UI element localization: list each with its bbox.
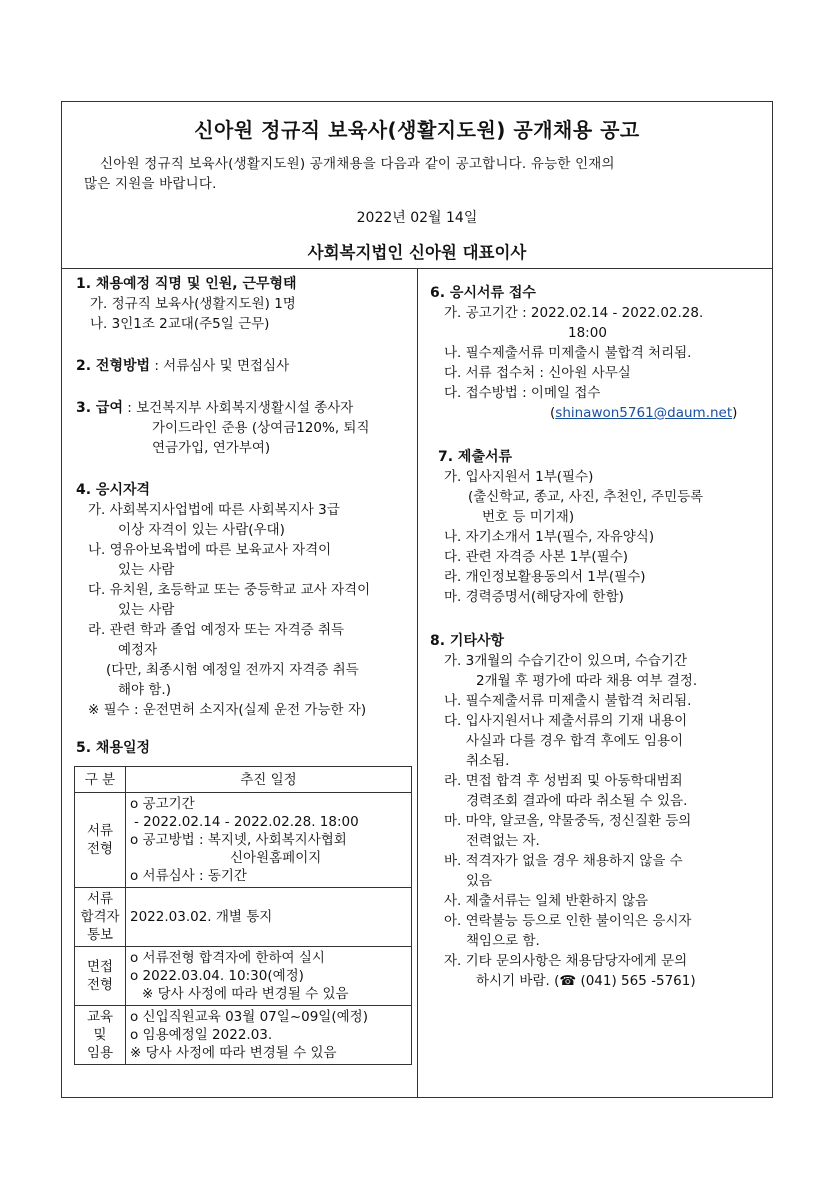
list-item: 예정자 <box>118 642 158 658</box>
list-item: 다. 유치원, 초등학교 또는 중등학교 교사 자격이 <box>88 582 371 598</box>
list-item: 다. 관련 자격증 사본 1부(필수) <box>444 549 629 565</box>
section-title: 7. 제출서류 <box>438 449 513 465</box>
list-item: 18:00 <box>568 325 607 341</box>
section-1 <box>76 274 410 334</box>
list-item: 라. 개인정보활용동의서 1부(필수) <box>444 569 646 585</box>
row-label <box>75 1006 126 1065</box>
section-title: 4. 응시자격 <box>76 482 151 498</box>
content-line: o 서류전형 합격자에 한하여 실시 <box>130 950 325 966</box>
section-title: 1. 채용예정 직명 및 인원, 근무형태 <box>76 276 297 292</box>
table-row <box>75 947 412 1006</box>
label-line: 통보 <box>86 927 114 943</box>
content-line: o 임용예정일 2022.03. <box>130 1027 273 1043</box>
content-line: 2022.03.02. 개별 통지 <box>130 909 273 925</box>
content-line: o 공고기간 <box>130 796 195 812</box>
list-item: 있는 사람 <box>118 562 175 578</box>
intro-line: 많은 지원을 바랍니다. <box>84 176 217 192</box>
label-line: 서류 <box>86 823 114 839</box>
label-line: 전형 <box>86 841 114 857</box>
table-row <box>75 793 412 888</box>
section-title: 6. 응시서류 접수 <box>430 285 536 301</box>
list-item: 전력없는 자. <box>466 833 540 849</box>
section-text: : 보건복지부 사회복지생활시설 종사자 <box>122 400 354 416</box>
list-item: 사. 제출서류는 일체 반환하지 않음 <box>444 893 649 909</box>
notice-header <box>62 102 772 269</box>
list-item: 번호 등 미기재) <box>482 509 575 525</box>
row-label <box>75 793 126 888</box>
email-link[interactable]: shinawon5761@daum.net <box>555 405 733 421</box>
section-title: 5. 채용일정 <box>76 740 151 756</box>
row-label <box>75 888 126 947</box>
notice-title: 신아원 정규직 보육사(생활지도원) 공개채용 공고 <box>194 118 640 142</box>
label-line: 면접 <box>86 959 114 975</box>
list-item: 나. 영유아보육법에 따른 보육교사 자격이 <box>88 542 332 558</box>
label-line: 및 <box>93 1027 107 1043</box>
list-item: 나. 필수제출서류 미제출시 불합격 처리됨. <box>444 693 692 709</box>
list-item: 가. 공고기간 : 2022.02.14 - 2022.02.28. <box>444 305 704 321</box>
section-6: 6. 응시서류 접수 가. 공고기간 : 2022.02.14 - 2022.02.28. 18:00 나. 필수제출서류 미제출시 불합격 처리됨. 다. 서류 접수처 : 신아원 사무실 다. 접수방법 : 이메일 접수 (shinawon5761@daum.net) <box>430 283 760 423</box>
list-item: 마. 마약, 알코올, 약물중독, 정신질환 등의 <box>444 813 692 829</box>
list-item: 라. 관련 학과 졸업 예정자 또는 자격증 취득 <box>88 622 345 638</box>
row-content <box>126 888 412 947</box>
list-item: 사실과 다를 경우 합격 후에도 임용이 <box>466 733 684 749</box>
list-item: 경력조회 결과에 따라 취소될 수 있음. <box>466 793 688 809</box>
intro-line: 신아원 정규직 보육사(생활지도원) 공개채용을 다음과 같이 공고합니다. 유능한 인재의 <box>100 156 615 172</box>
row-content <box>126 947 412 1006</box>
list-item: (다만, 최종시험 예정일 전까지 자격증 취득 <box>106 662 359 678</box>
right-column <box>430 283 760 1005</box>
list-item: 다. 접수방법 : 이메일 접수 <box>444 385 601 401</box>
label-line: 교육 <box>86 1009 114 1025</box>
row-label <box>75 947 126 1006</box>
section-title: 8. 기타사항 <box>430 633 505 649</box>
row-content <box>126 793 412 888</box>
content-line: o 공고방법 : 복지넷, 사회복지사협회 <box>130 832 347 848</box>
notice-date: 2022년 02월 14일 <box>356 210 478 226</box>
list-item: 마. 경력증명서(해당자에 한함) <box>444 589 624 605</box>
content-line: ※ 당사 사정에 따라 변경될 수 있음 <box>130 1045 337 1061</box>
content-line: o 2022.03.04. 10:30(예정) <box>130 968 304 984</box>
list-item: 2개월 후 평가에 따라 채용 여부 결정. <box>476 673 698 689</box>
list-item: 나. 필수제출서류 미제출시 불합격 처리됨. <box>444 345 692 361</box>
list-item: 자. 기타 문의사항은 채용담당자에게 문의 <box>444 953 688 969</box>
list-item: 다. 입사지원서나 제출서류의 기재 내용이 <box>444 713 688 729</box>
list-item: 가. 사회복지사업법에 따른 사회복지사 3급 <box>88 502 340 518</box>
list-item: 하시기 바람. (☎ (041) 565 -5761) <box>476 973 696 989</box>
section-title: 2. 전형방법 <box>76 358 151 374</box>
left-column <box>76 274 410 1079</box>
list-item: 나. 3인1조 2교대(주5일 근무) <box>90 316 270 332</box>
list-item: 있음 <box>466 873 493 889</box>
list-item: (출신학교, 종교, 사진, 추천인, 주민등록 <box>468 489 704 505</box>
label-line: 서류 <box>86 891 114 907</box>
list-item: 나. 자기소개서 1부(필수, 자유양식) <box>444 529 655 545</box>
list-item: 가. 3개월의 수습기간이 있으며, 수습기간 <box>444 653 687 669</box>
label-line: 전형 <box>86 977 114 993</box>
table-header: 추진 일정 <box>126 767 412 793</box>
content-line: o 서류심사 : 동기간 <box>130 868 247 884</box>
table-header: 구 분 <box>75 767 126 793</box>
section-4 <box>76 480 410 720</box>
list-item: 책임으로 함. <box>466 933 540 949</box>
section-text: : 서류심사 및 면접심사 <box>150 358 290 374</box>
section-text: 연금가입, 연가부여) <box>152 440 271 456</box>
label-line: 합격자 <box>80 909 120 925</box>
notice-org: 사회복지법인 신아원 대표이사 <box>307 243 527 262</box>
notice-intro <box>84 154 754 194</box>
section-2 <box>76 356 410 376</box>
row-content <box>126 1006 412 1065</box>
list-item: 라. 면접 합격 후 성범죄 및 아동학대범죄 <box>444 773 683 789</box>
section-8 <box>430 631 760 991</box>
list-item: 가. 입사지원서 1부(필수) <box>444 469 594 485</box>
list-item: 이상 자격이 있는 사람(우대) <box>118 522 285 538</box>
list-item: 가. 정규직 보육사(생활지도원) 1명 <box>90 296 296 312</box>
table-row <box>75 767 412 793</box>
label-line: 임용 <box>86 1045 114 1061</box>
content-line: ※ 당사 사정에 따라 변경될 수 있음 <box>142 986 349 1002</box>
section-5 <box>76 738 410 1065</box>
list-item: 다. 서류 접수처 : 신아원 사무실 <box>444 365 631 381</box>
section-title: 3. 급여 <box>76 400 123 416</box>
content-line: 신아원홈페이지 <box>230 850 322 866</box>
table-row <box>75 1006 412 1065</box>
column-divider <box>417 268 418 1097</box>
list-item: ※ 필수 : 운전면허 소지자(실제 운전 가능한 자) <box>88 702 367 718</box>
section-7 <box>430 447 760 607</box>
section-3 <box>76 398 410 458</box>
table-row <box>75 888 412 947</box>
notice-frame <box>61 101 773 1098</box>
list-item: 해야 함.) <box>118 682 171 698</box>
schedule-table <box>74 766 412 1065</box>
content-line: - 2022.02.14 - 2022.02.28. 18:00 <box>134 814 359 830</box>
content-line: o 신입직원교육 03월 07일~09일(예정) <box>130 1009 368 1025</box>
list-item: 취소됨. <box>466 753 510 769</box>
list-item: 아. 연락불능 등으로 인한 불이익은 응시자 <box>444 913 692 929</box>
list-item: 있는 사람 <box>118 602 175 618</box>
section-text: 가이드라인 준용 (상여금120%, 퇴직 <box>152 420 370 436</box>
list-item: 바. 적격자가 없을 경우 채용하지 않을 수 <box>444 853 683 869</box>
